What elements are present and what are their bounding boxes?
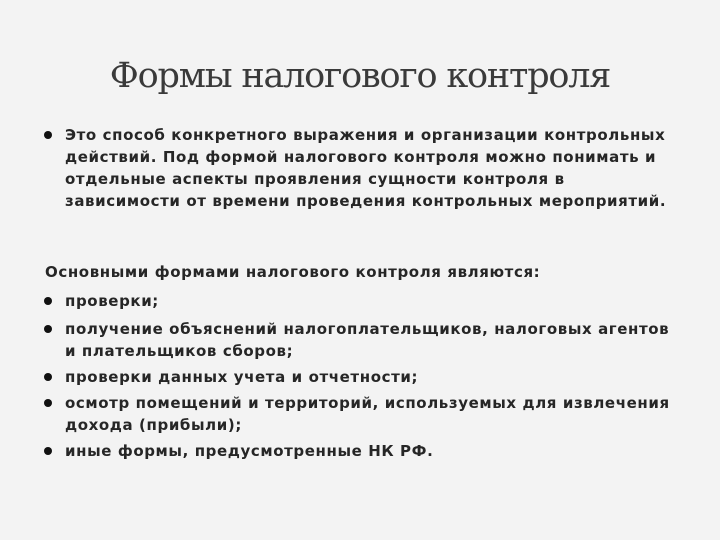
bullet-dot-icon (44, 297, 52, 305)
definition-text: Это способ конкретного выражения и организации контрольных действий. Под формой налогового контроля можно понимать и отдельные аспекты проявления сущности контроля в зависимости от времени проведения контрольных мероприятий. (65, 126, 667, 210)
list-item (40, 392, 680, 438)
slide-title: Формы налогового контроля (109, 56, 611, 96)
list-item-text: проверки данных учета и отчетности; (65, 368, 419, 386)
list-item-text: осмотр помещений и территорий, используемых для извлечения дохода (прибыли); (65, 394, 670, 434)
definition-bullet (40, 124, 680, 234)
list-item (40, 290, 680, 314)
bullet-dot-icon (44, 325, 52, 333)
forms-lead-text: Основными формами налогового контроля являются: (45, 263, 541, 281)
list-item (40, 440, 680, 464)
bullet-dot-icon (44, 447, 52, 455)
list-item (40, 318, 680, 364)
bullet-dot-icon (44, 373, 52, 381)
bullet-dot-icon (44, 399, 52, 407)
bullet-dot-icon (44, 131, 52, 139)
list-item (40, 366, 680, 390)
list-item-text: получение объяснений налогоплательщиков, налоговых агентов и плательщиков сборов; (65, 320, 670, 360)
list-item-text: проверки; (65, 292, 159, 310)
list-item-text: иные формы, предусмотренные НК РФ. (65, 442, 434, 460)
